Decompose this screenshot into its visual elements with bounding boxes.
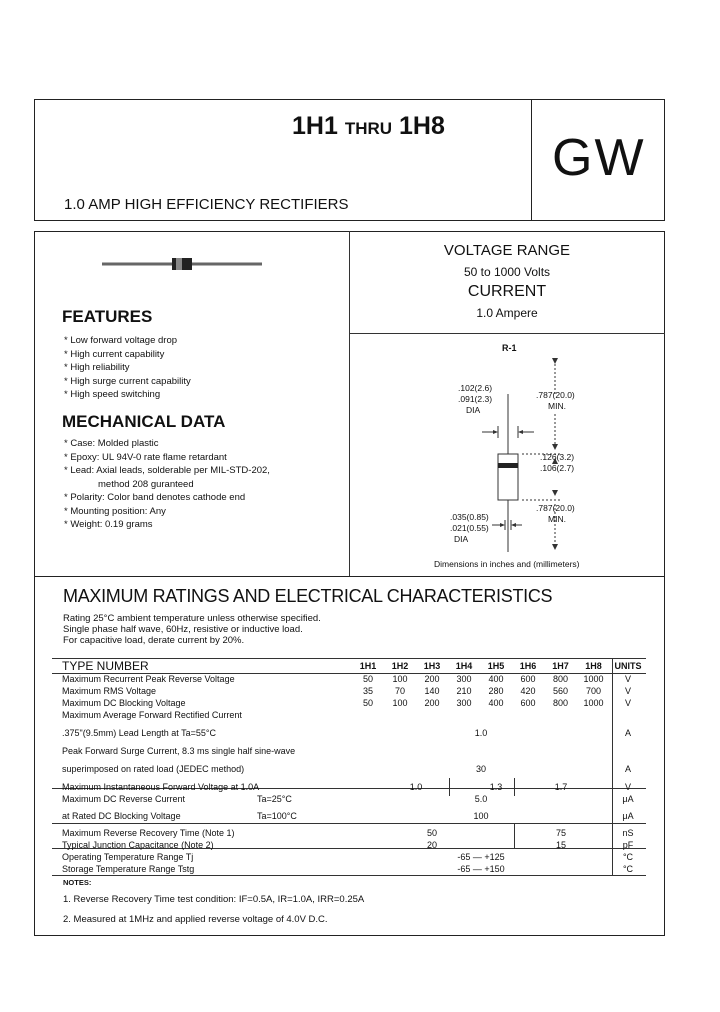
current-title: CURRENT — [467, 283, 547, 300]
notes-title: NOTES: — [63, 878, 92, 887]
cell-unit: °C — [622, 852, 634, 862]
table-header-row — [52, 658, 646, 673]
table-row — [52, 805, 646, 827]
table-row — [52, 839, 646, 851]
table-row — [52, 745, 646, 757]
page-subtitle: 1.0 AMP HIGH EFFICIENCY RECTIFIERS — [64, 196, 349, 213]
table-row — [52, 863, 646, 875]
cell-value: 200 — [424, 674, 440, 684]
package-outline-diagram — [350, 334, 664, 576]
cell-value: 400 — [488, 674, 504, 684]
cell-value: 50 — [426, 828, 437, 838]
model-header: 1H7 — [552, 660, 569, 671]
feature-item: * High speed switching — [64, 389, 161, 400]
diode-icon — [100, 256, 264, 272]
row-label — [52, 805, 352, 827]
table-row — [52, 793, 646, 805]
part-number-title — [292, 112, 445, 141]
wire-dia-min: .021(0.55) — [450, 523, 489, 533]
mechanical-title: MECHANICAL DATA — [62, 412, 226, 431]
table-row — [52, 697, 646, 709]
cell-value: 1000 — [583, 698, 604, 708]
mechanical-item: * Case: Molded plastic — [64, 438, 159, 449]
cell-value: 75 — [555, 828, 566, 838]
dimensions-caption: Dimensions in inches and (millimeters) — [434, 559, 580, 569]
mechanical-item: * Lead: Axial leads, solderable per MIL-STD-202, — [64, 465, 270, 476]
cell-value: -65 — +125 — [457, 852, 505, 862]
lead-dia-min: .091(2.3) — [458, 394, 493, 404]
lead-dia-max: .102(2.6) — [458, 383, 493, 393]
cell-value: 600 — [520, 674, 536, 684]
diode-body — [498, 454, 518, 500]
table-row — [52, 685, 646, 697]
package-label: R-1 — [502, 343, 517, 353]
ratings-table — [52, 658, 646, 875]
row-label: Maximum Average Forward Rectified Current — [62, 710, 242, 720]
ratings-title: MAXIMUM RATINGS AND ELECTRICAL CHARACTERISTICS — [63, 586, 553, 606]
len-top-min: MIN. — [548, 401, 566, 411]
part-from: 1H1 — [292, 112, 338, 140]
cell-unit: nS — [622, 828, 634, 838]
type-number-header: TYPE NUMBER — [62, 658, 149, 673]
wire-dia-label: DIA — [454, 534, 469, 544]
intro-line: Rating 25°C ambient temperature unless otherwise specified. — [63, 613, 321, 624]
cell-value: 140 — [424, 686, 440, 696]
len-bottom-min: MIN. — [548, 514, 566, 524]
row-condition: Ta=100°C — [257, 811, 297, 821]
row-label: Maximum Instantaneous Forward Voltage at 1.0A — [62, 782, 260, 792]
features-title: FEATURES — [62, 307, 153, 326]
mechanical-item: * Epoxy: UL 94V-0 rate flame retardant — [64, 451, 227, 463]
mechanical-list — [64, 437, 270, 532]
cell-unit: V — [624, 674, 631, 684]
model-header: 1H4 — [455, 660, 473, 671]
cell-value: 1.7 — [554, 782, 568, 792]
row-label-text: Maximum DC Reverse Current — [62, 794, 186, 804]
mechanical-item: method 208 guranteed — [98, 478, 194, 490]
row-label: Typical Junction Capacitance (Note 2) — [62, 840, 214, 850]
table-row — [52, 851, 646, 863]
cell-value: 5.0 — [474, 794, 488, 804]
cell-value: 600 — [520, 698, 536, 708]
len-top: .787(20.0) — [536, 390, 575, 400]
note-1: 1. Reverse Recovery Time test condition: IF=0.5A, IR=1.0A, IRR=0.25A — [63, 894, 365, 905]
cell-value: 100 — [473, 811, 489, 821]
len-bottom: .787(20.0) — [536, 503, 575, 513]
cell-unit: μA — [622, 811, 634, 821]
note-2: 2. Measured at 1MHz and applied reverse voltage of 4.0V D.C. — [63, 914, 328, 925]
cell-value: -65 — +150 — [457, 864, 505, 874]
table-bottom-rule — [52, 875, 646, 876]
cell-unit: A — [624, 764, 631, 774]
row-label: Maximum RMS Voltage — [62, 686, 157, 696]
features-list — [64, 334, 191, 402]
cell-value: 20 — [426, 840, 437, 850]
cell-value: 100 — [392, 698, 408, 708]
cell-value: 100 — [392, 674, 408, 684]
mechanical-item: * Mounting position: Any — [64, 505, 166, 517]
feature-item: * High reliability — [64, 362, 130, 373]
cell-value: 70 — [394, 686, 405, 696]
cell-value: 300 — [456, 674, 472, 684]
cell-value: 1.0 — [409, 782, 423, 792]
feature-item: * High surge current capability — [64, 375, 191, 387]
model-header: 1H1 — [359, 660, 377, 671]
cell-value: 280 — [488, 686, 504, 696]
mechanical-item: * Polarity: Color band denotes cathode end — [64, 492, 246, 503]
thru-label: THRU — [344, 119, 393, 138]
model-header: 1H8 — [585, 660, 602, 671]
cell-value: 800 — [552, 698, 569, 708]
cell-value: 560 — [552, 686, 569, 696]
cell-value: 210 — [456, 686, 472, 696]
body-len-max: .126(3.2) — [540, 452, 575, 462]
cell-unit: A — [624, 728, 631, 738]
row-label: .375"(9.5mm) Lead Length at Ta=55°C — [62, 728, 216, 738]
cell-value: 15 — [555, 840, 566, 850]
ratings-intro — [63, 613, 321, 646]
cell-value: 420 — [520, 686, 536, 696]
cell-value: 200 — [424, 698, 440, 708]
table-row — [52, 757, 646, 781]
lead-dia-label: DIA — [466, 405, 481, 415]
row-label — [52, 793, 352, 805]
row-label-text: at Rated DC Blocking Voltage — [62, 811, 181, 821]
row-label: superimposed on rated load (JEDEC method) — [62, 764, 245, 774]
model-header: 1H2 — [391, 660, 409, 671]
voltage-range-title: VOLTAGE RANGE — [443, 242, 571, 259]
intro-line: Single phase half wave, 60Hz, resistive or inductive load. — [63, 624, 303, 635]
body-len-min: .106(2.7) — [540, 463, 575, 473]
cell-value: 800 — [552, 674, 569, 684]
table-row — [52, 673, 646, 685]
brand-logo: GW — [552, 129, 646, 187]
units-header: UNITS — [614, 660, 642, 671]
cell-unit: V — [624, 686, 631, 696]
cell-value: 1.0 — [474, 728, 488, 738]
cell-value: 50 — [362, 674, 373, 684]
cell-value: 1.3 — [489, 782, 503, 792]
cell-value: 1000 — [583, 674, 604, 684]
cell-value: 50 — [362, 698, 373, 708]
cell-unit: pF — [622, 840, 634, 850]
voltage-range-value: 50 to 1000 Volts — [463, 265, 551, 279]
row-label: Operating Temperature Range Tj — [62, 852, 194, 862]
model-header: 1H6 — [519, 660, 537, 671]
cell-value: 400 — [488, 698, 504, 708]
row-label: Maximum DC Blocking Voltage — [62, 698, 186, 708]
cathode-band — [498, 463, 518, 468]
model-header: 1H3 — [423, 660, 441, 671]
cell-value: 300 — [456, 698, 472, 708]
row-label: Storage Temperature Range Tstg — [62, 864, 195, 874]
row-condition: Ta=25°C — [257, 794, 292, 804]
wire-dia-max: .035(0.85) — [450, 512, 489, 522]
cell-value: 35 — [362, 686, 373, 696]
row-label: Peak Forward Surge Current, 8.3 ms single half sine-wave — [62, 746, 296, 756]
cell-unit: V — [624, 698, 631, 708]
cell-unit: °C — [622, 864, 634, 874]
feature-item: * High current capability — [64, 348, 165, 360]
table-row — [52, 781, 646, 793]
table-row — [52, 827, 646, 839]
intro-line: For capacitive load, derate current by 20%. — [63, 635, 245, 646]
table-row — [52, 721, 646, 745]
part-to: 1H8 — [399, 112, 445, 140]
feature-item: * Low forward voltage drop — [64, 335, 178, 346]
table-row — [52, 709, 646, 721]
current-value: 1.0 Ampere — [476, 306, 538, 320]
row-label: Maximum Recurrent Peak Reverse Voltage — [62, 674, 235, 684]
cell-unit: V — [624, 782, 631, 792]
cell-value: 700 — [585, 686, 602, 696]
cell-value: 30 — [475, 764, 486, 774]
row-label: Maximum Reverse Recovery Time (Note 1) — [62, 828, 235, 838]
cell-unit: μA — [622, 794, 634, 804]
mechanical-item: * Weight: 0.19 grams — [64, 519, 153, 530]
model-header: 1H5 — [487, 660, 505, 671]
